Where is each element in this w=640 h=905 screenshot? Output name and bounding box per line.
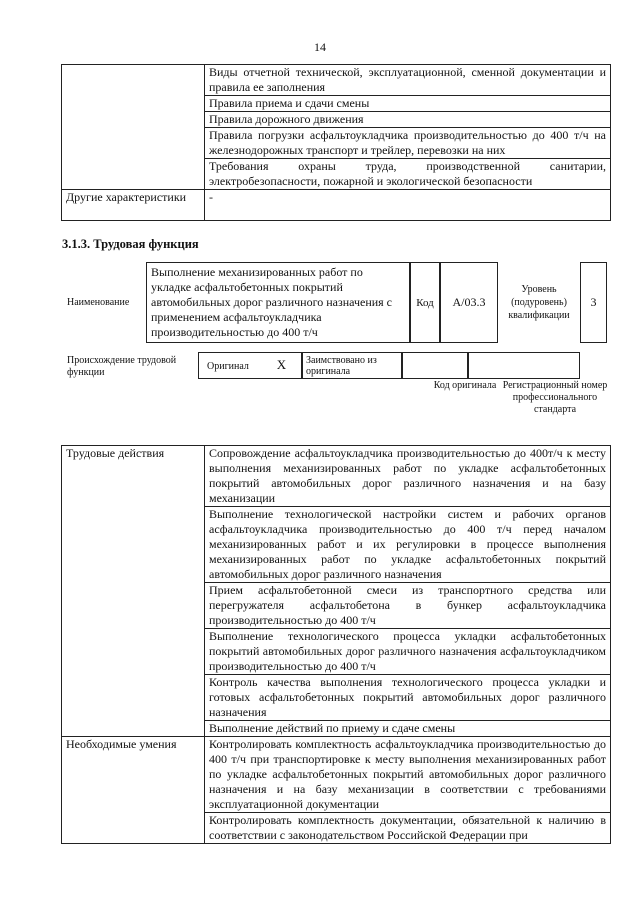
section-title: 3.1.3. Трудовая функция <box>62 237 199 251</box>
borrowed-label: Заимствовано из оригинала <box>302 352 402 379</box>
origin-label: Происхождение трудовой функции <box>67 355 177 378</box>
page-number: 14 <box>314 40 326 54</box>
code-value: А/03.3 <box>440 262 498 343</box>
other-characteristics-value: - <box>205 190 611 221</box>
skill-item: Контролировать комплектность документации, обязательной к наличию в соответствии с законодательством Российской Федерации при <box>205 813 611 844</box>
original-code-cell <box>402 352 468 379</box>
actions-label: Трудовые действия <box>62 446 205 737</box>
knowledge-item: Правила погрузки асфальтоукладчика производительностью до 400 т/ч на железнодорожных транспорт и трейлер, перевозки на них <box>205 128 611 159</box>
action-item: Выполнение технологического процесса укладки асфальтобетонных покрытий автомобильных дорог различного назначения асфальтоукладчиком производительностью до 400 т/ч <box>205 629 611 675</box>
code-label: Код <box>410 262 440 343</box>
knowledge-table <box>61 64 611 221</box>
origin-row <box>198 352 580 379</box>
knowledge-item: Требования охраны труда, производственной санитарии, электробезопасности, пожарной и экологической безопасности <box>205 159 611 190</box>
action-item: Выполнение технологической настройки систем и рабочих органов асфальтоукладчика производительностью до 400 т/ч перед началом механизированных работ и их регулировки в процессе выполнения механизированных работ по укладке асфальтобетонных покрытий автомобильных дорог различного назначения <box>205 507 611 583</box>
action-item: Выполнение действий по приему и сдаче смены <box>205 721 611 737</box>
function-name: Выполнение механизированных работ по укладке асфальтобетонных покрытий автомобильных дорог различного назначения с применением асфальтоукладчика производительностью до 400 т/ч <box>146 262 410 343</box>
action-item: Прием асфальтобетонной смеси из транспортного средства или перегружателя асфальтобетона в бункер асфальтоукладчика производительностью до 400 т/ч <box>205 583 611 629</box>
name-label: Наименование <box>67 297 130 308</box>
level-label: Уровень (подуровень) квалификации <box>508 284 570 321</box>
knowledge-item: Виды отчетной технической, эксплуатационной, сменной документации и правила ее заполнения <box>205 65 611 96</box>
original-label: Оригинал <box>198 352 262 379</box>
empty-label-cell <box>62 65 205 190</box>
skill-item: Контролировать комплектность асфальтоукладчика производительностью до 400 т/ч при транспортировке к месту выполнения механизированных работ по укладке асфальтобетонных покрытий автомобильных дорог различного назначения и на базу механизации в соответствии с требованиями эксплуатационной документации <box>205 737 611 813</box>
actions-table <box>61 445 611 844</box>
action-item: Сопровождение асфальтоукладчика производительностью до 400т/ч к месту выполнения механизированных работ по укладке асфальтобетонных покрытий автомобильных дорог различного назначения и на базу механизации <box>205 446 611 507</box>
knowledge-item: Правила дорожного движения <box>205 112 611 128</box>
level-value: 3 <box>580 262 607 343</box>
other-characteristics-label: Другие характеристики <box>62 190 205 221</box>
action-item: Контроль качества выполнения технологического процесса укладки и готовых асфальтобетонных покрытий автомобильных дорог различного назначения <box>205 675 611 721</box>
reg-caption: Регистрационный номер профессионального стандарта <box>502 380 608 415</box>
knowledge-item: Правила приема и сдачи смены <box>205 96 611 112</box>
reg-number-cell <box>468 352 580 379</box>
original-mark: X <box>262 352 302 379</box>
skills-label: Необходимые умения <box>62 737 205 844</box>
code-caption: Код оригинала <box>433 380 497 391</box>
